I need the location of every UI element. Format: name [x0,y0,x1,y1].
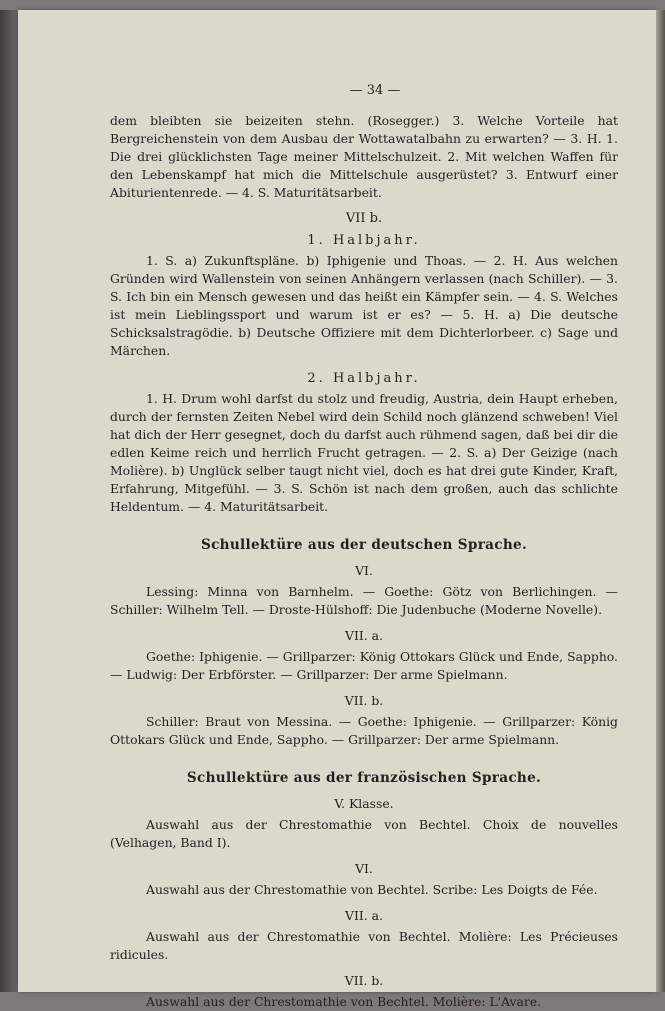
german-block-text: Goethe: Iphigenie. — Grillparzer: König Ottokars Glück und Ende, Sappho. — Ludwig: Der Erbförster. — Grillparzer: Der arme Spielmann. [110,649,618,682]
french-reading-heading: Schullektüre aus der französischen Sprache. [186,770,542,786]
page-content [110,82,618,1011]
german-block-text: Lessing: Minna von Barnhelm. — Goethe: Götz von Berlichingen. — Schiller: Wilhelm Tell. — Droste-Hülshoff: Die Judenbuche (Moderne Novelle). [110,584,618,617]
french-block-text: Auswahl aus der Chrestomathie von Bechtel. Scribe: Les Doigts de Fée. [146,882,598,897]
french-block-text: Auswahl aus der Chrestomathie von Bechtel. Molière: L'Avare. [146,994,542,1009]
french-block-title: VII. a. [345,908,383,923]
german-reading-heading: Schullektüre aus der deutschen Sprache. [200,537,527,553]
french-block-title: VI. [355,861,373,876]
page-edge [656,10,665,992]
half-year-2-title: 2. Halbjahr. [307,371,421,386]
half-year-1-title: 1. Halbjahr. [307,233,421,248]
german-block-title: VII. a. [345,628,383,643]
french-block-title: V. Klasse. [334,796,394,811]
german-block-title: VI. [355,563,373,578]
class-7b-title: VII b. [345,211,383,226]
page-number: — 34 — [349,83,401,98]
half-year-2-text: 1. H. Drum wohl darfst du stolz und freudig, Austria, dein Haupt erheben, durch der fernsten Zeiten Nebel wird dein Schild noch glänzend schweben! Viel hat dich der Herr gesegnet, doch du darfst auch rühmend sagen, daß bei dir die edlen Keime reich und herrlich Frucht getragen. — 2. S. a) Der Geizige (nach Molière). b) Unglück selber taugt nicht viel, doch es hat drei gute Kinder, Kraft, Erfahrung, Mitgefühl. — 3. S. Schön ist nach dem großen, auch das schlichte Heldentum. — 4. Maturitätsarbeit. [110,391,618,514]
french-block-text: Auswahl aus der Chrestomathie von Bechtel. Molière: Les Précieuses ridicules. [110,929,618,962]
french-block-text: Auswahl aus der Chrestomathie von Bechtel. Choix de nouvelles (Velhagen, Band I). [110,817,618,850]
french-block-title: VII. b. [344,973,384,988]
half-year-1-text: 1. S. a) Zukunftspläne. b) Iphigenie und Thoas. — 2. H. Aus welchen Gründen wird Wallenstein von seinen Anhängern verlassen (nach Schiller). — 3. S. Ich bin ein Mensch gewesen und das heißt ein Kämpfer sein. — 4. S. Welches ist mein Lieblingssport und warum ist er es? — 5. H. a) Die deutsche Schicksalstragödie. b) Deutsche Offiziere mit dem Dichterlorbeer. c) Sage und Märchen. [110,253,618,358]
book-spine [0,10,18,992]
german-block-text: Schiller: Braut von Messina. — Goethe: Iphigenie. — Grillparzer: König Ottokars Glück und Ende, Sappho. — Grillparzer: Der arme Spielmann. [110,714,618,747]
intro-paragraph: dem bleibten sie beizeiten stehn. (Rosegger.) 3. Welche Vorteile hat Bergreichenstein von dem Ausbau der Wottawatalbahn zu erwarten? — 3. H. 1. Die drei glücklichsten Tage meiner Mittelschulzeit. 2. Mit welchen Waffen für den Lebenskampf hat mich die Mittelschule ausgerüstet? 3. Entwurf einer Abiturientenrede. — 4. S. Maturitätsarbeit. [110,113,618,200]
german-block-title: VII. b. [344,693,384,708]
